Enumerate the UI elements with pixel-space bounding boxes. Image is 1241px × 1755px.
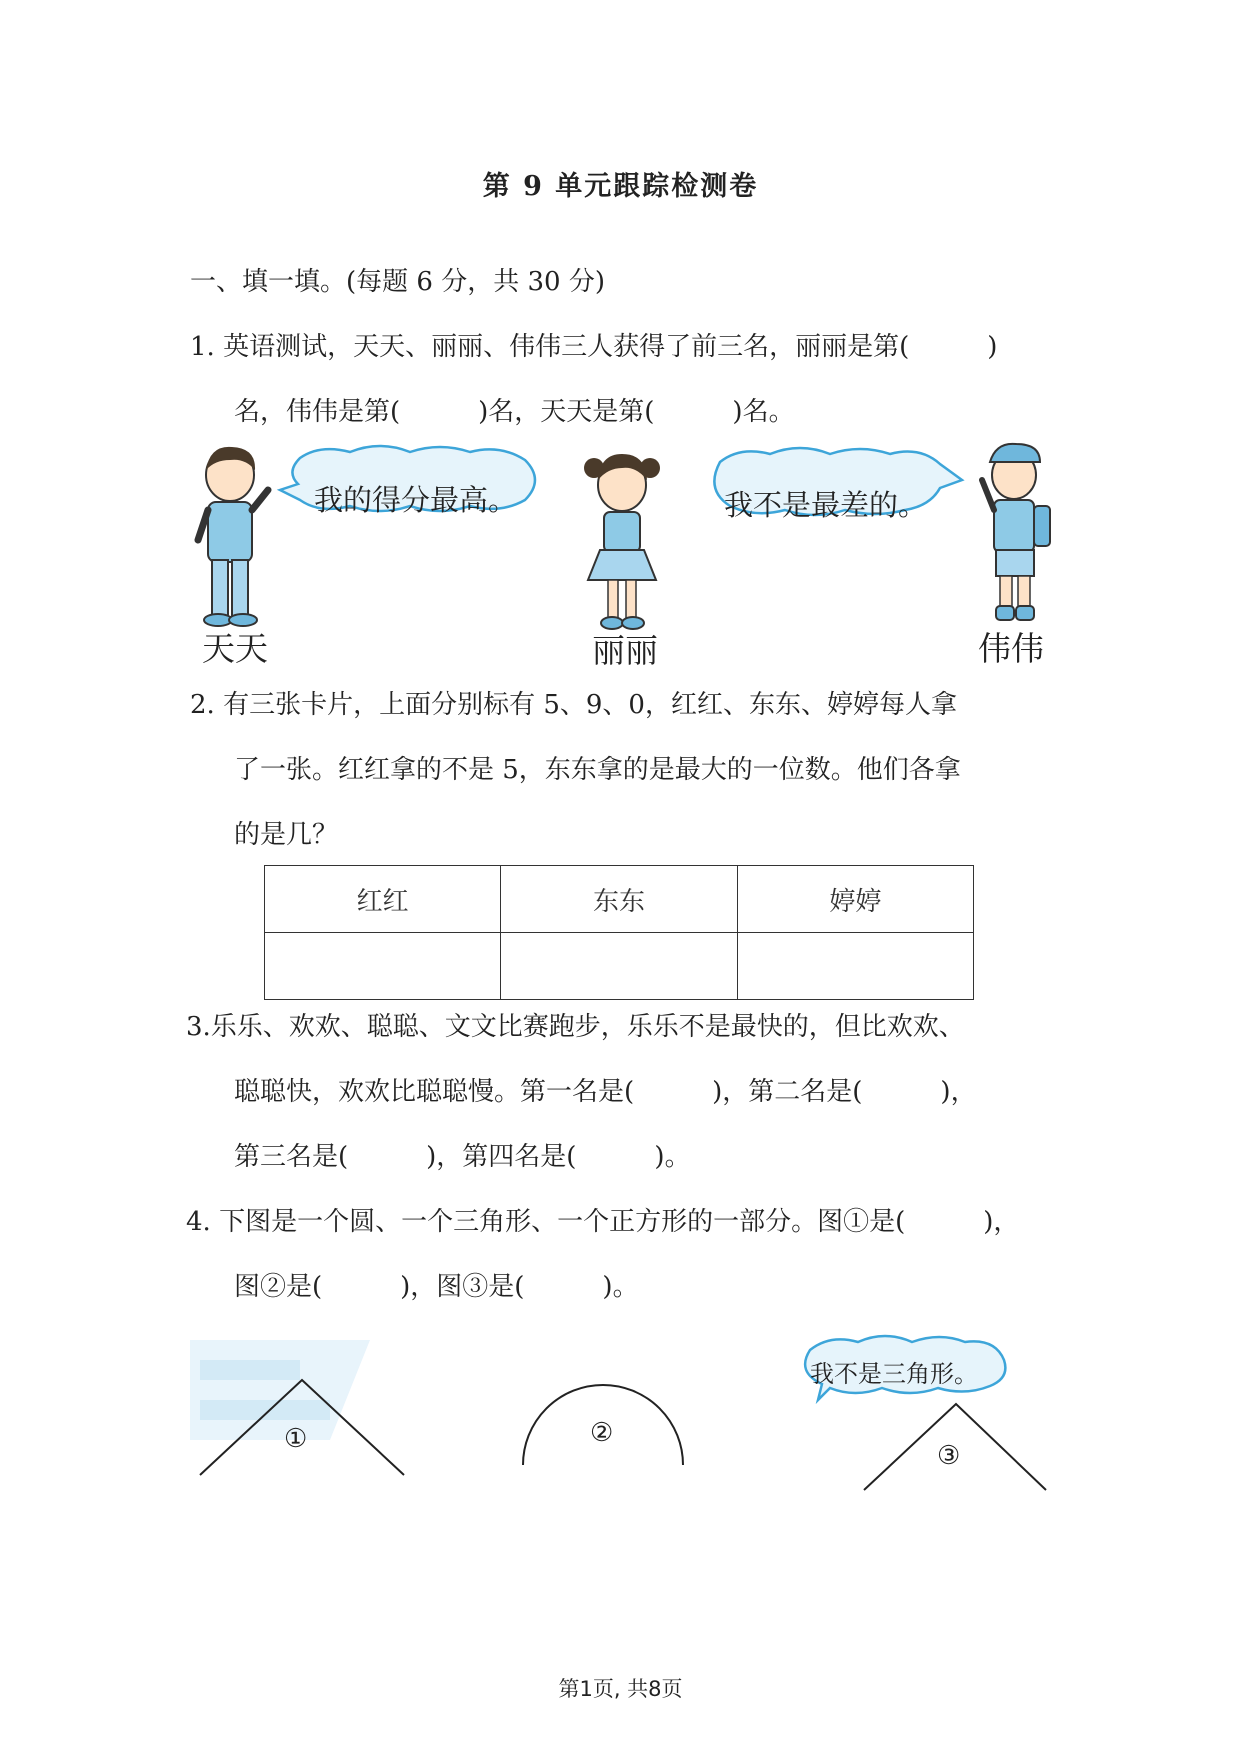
q2-line1: 2. 有三张卡片，上面分别标有 5、9、0，红红、东东、婷婷每人拿	[190, 690, 957, 720]
lili-figure	[584, 454, 660, 629]
q3-line2: 聪聪快，欢欢比聪聪慢。第一名是( )，第二名是( )，	[234, 1077, 977, 1107]
figure-3-bubble-text: 我不是三角形。	[810, 1360, 978, 1388]
table-header-honghong: 红红	[265, 866, 501, 933]
answer-table	[264, 865, 974, 1000]
name-tiantian: 天天	[202, 629, 268, 668]
table-header-tingting: 婷婷	[737, 866, 973, 933]
page-footer: 第1页, 共8页	[558, 1677, 683, 1701]
name-lili: 丽丽	[592, 631, 658, 670]
weiwei-bubble-text: 我不是最差的。	[724, 488, 928, 522]
answer-cell-tingting[interactable]	[737, 933, 973, 1000]
tiantian-bubble-text: 我的得分最高。	[314, 483, 518, 517]
name-weiwei: 伟伟	[978, 629, 1044, 668]
q1-illustration	[0, 440, 1241, 650]
figure-3-label: ③	[937, 1441, 961, 1471]
q3-line1: 3.乐乐、欢欢、聪聪、文文比赛跑步，乐乐不是最快的，但比欢欢、	[186, 1012, 965, 1042]
q4-figures	[0, 1320, 1241, 1520]
watermark-icon	[190, 1340, 370, 1440]
answer-cell-honghong[interactable]	[265, 933, 501, 1000]
weiwei-figure	[982, 444, 1050, 620]
q4-line2: 图②是( )，图③是( )。	[234, 1272, 639, 1302]
q2-line2: 了一张。红红拿的不是 5，东东拿的是最大的一位数。他们各拿	[234, 755, 961, 785]
q3-line3: 第三名是( )，第四名是( )。	[234, 1142, 691, 1172]
q2-line3: 的是几？	[234, 820, 339, 850]
tiantian-figure	[198, 447, 268, 626]
q1-line1: 1. 英语测试，天天、丽丽、伟伟三人获得了前三名，丽丽是第( )	[190, 332, 998, 362]
table-header-dongdong: 东东	[501, 866, 737, 933]
q4-line1: 4. 下图是一个圆、一个三角形、一个正方形的一部分。图①是( )，	[186, 1207, 1020, 1237]
figure-2-label: ②	[590, 1418, 614, 1448]
page-title: 第 9 单元跟踪检测卷	[482, 171, 759, 202]
q1-line2: 名，伟伟是第( )名，天天是第( )名。	[234, 397, 795, 427]
answer-cell-dongdong[interactable]	[501, 933, 737, 1000]
figure-1-label: ①	[284, 1424, 308, 1454]
section-heading: 一、填一填。(每题 6 分，共 30 分)	[190, 267, 605, 297]
